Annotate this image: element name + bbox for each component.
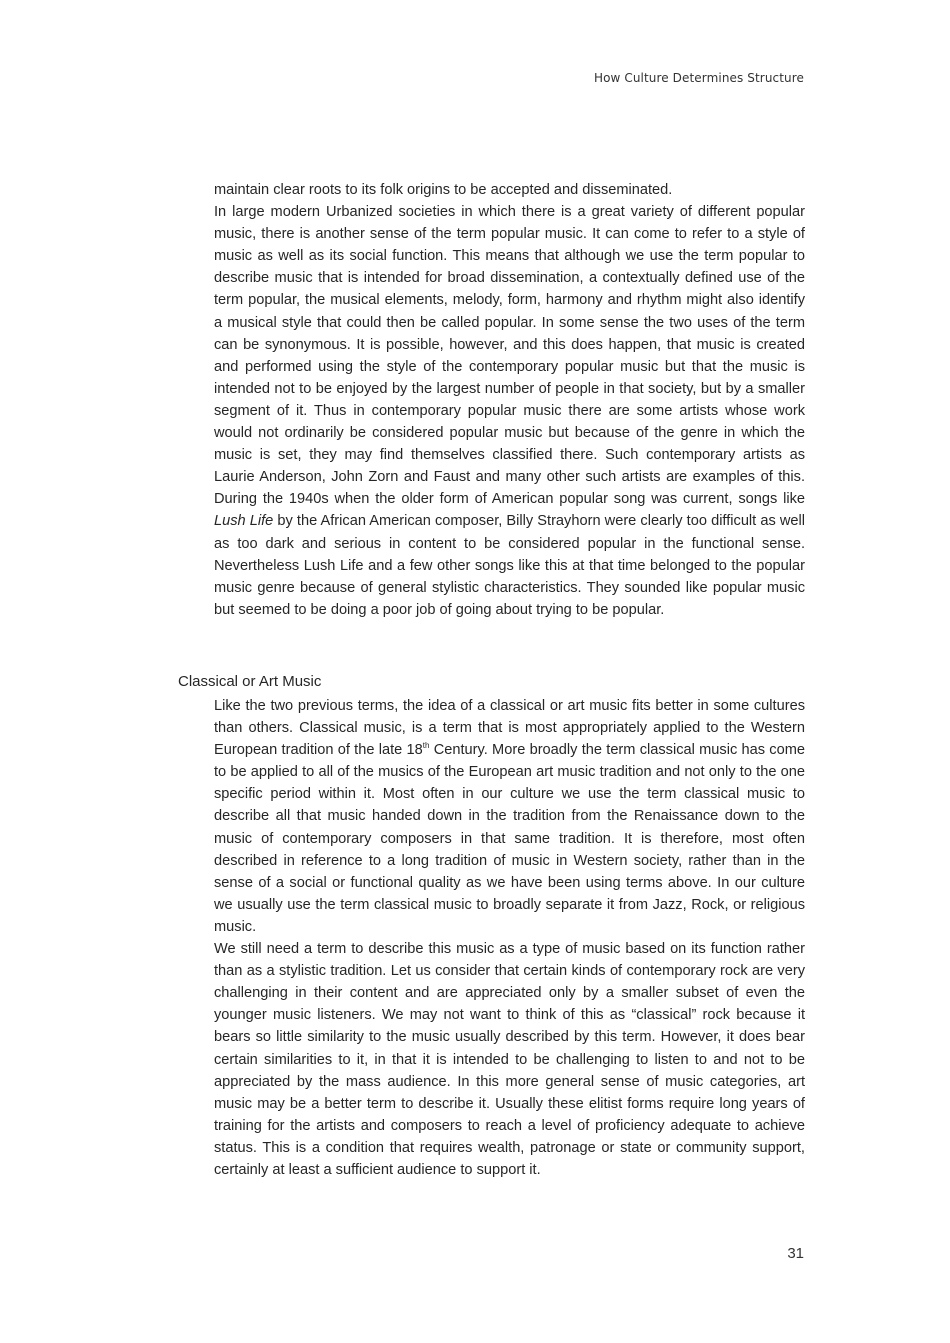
paragraph-text: Century. More broadly the term classical music has come to be applied to all of the musics of the European art music tradition and not only to the one specific period within it. Most often in our culture we use the term classical music to describe all that music handed down in the tradition from the Renaissance down to the music of contemporary composers in that same tradition. It is therefore, most often described in reference to a long tradition of music in Western society, rather than in the sense of a social or functional quality as we have been using terms above. In our culture we usually use the term classical music to broadly separate it from Jazz, Rock, or religious music.	[214, 742, 805, 935]
paragraph-text: In large modern Urbanized societies in which there is a great variety of different popular music, there is another sense of the term popular music. It can come to refer to a style of music as well as its social function. This means that although we use the term popular to describe music that is intended for broad dissemination, a contextually defined use of the term popular, the musical elements, melody, form, harmony and rhythm might also identify a musical style that could then be called popular. In some sense the two uses of the term can be synonymous. It is possible, however, and this does happen, that music is created and performed using the style of the contemporary popular music but that the music is intended not to be enjoyed by the largest number of people in that society, but by a smaller segment of it. Thus in contemporary popular music there are some artists whose work would not ordinarily be considered popular music but because of the genre in which the music is set, they may find themselves classified there. Such contemporary artists as Laurie Anderson, John Zorn and Faust and many other such artists are examples of this. During the 1940s when the older form of American popular song was current, songs like	[214, 204, 805, 508]
ordinal-superscript: th	[422, 741, 430, 751]
paragraph-continuation: maintain clear roots to its folk origins to be accepted and disseminated.	[214, 182, 673, 198]
paragraph-art-music: We still need a term to describe this music as a type of music based on its function rather than as a stylistic tradition. Let us consider that certain kinds of contemporary rock are very challenging in their content and are appreciated only by a smaller subset of even the younger music listeners. We may not want to think of this as “classical” rock because it bears so little similarity to the music usually described by this term. However, it does bear certain similarities to it, in that it is intended to be challenging to listen to and not to be appreciated by the mass audience. In this more general sense of music categories, art music may be a better term to describe it. Usually these elitist forms require long years of training for the artists and composers to reach a level of proficiency adequate to achieve status. This is a condition that requires wealth, patronage or state or community support, certainly at least a sufficient audience to support it.	[214, 941, 805, 1178]
paragraph-text: Like the two previous terms, the idea of a classical or art music fits better in some cultures than others. Classical music, is a term that is most appropriately applied to the Western European tradition of the late 18	[214, 698, 805, 759]
running-header: How Culture Determines Structure	[593, 71, 804, 85]
page-number: 31	[787, 1245, 804, 1262]
paragraph-popular-music-style	[214, 201, 805, 621]
section-heading-classical: Classical or Art Music	[178, 673, 322, 690]
popular-music-text-block	[214, 179, 805, 621]
paragraph-text: by the African American composer, Billy Strayhorn were clearly too difficult as well as too dark and serious in content to be considered popular in the functional sense. Nevertheless Lush Life and a few other songs like this at that time belonged to the popular music genre because of general stylistic characteristics. They sounded like popular music but seemed to be doing a poor job of going about trying to be popular.	[214, 513, 806, 618]
song-title-italic: Lush Life	[214, 513, 274, 530]
paragraph-classical-definition	[214, 695, 805, 938]
classical-music-text-block	[214, 695, 805, 1181]
